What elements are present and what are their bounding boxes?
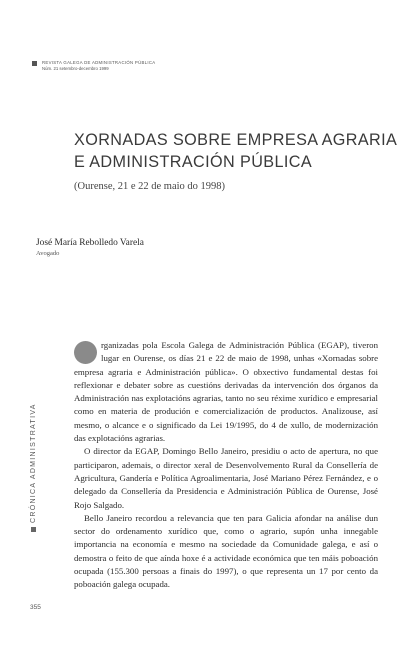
journal-square-icon <box>32 61 37 66</box>
journal-info <box>42 60 155 72</box>
author-role: Avogado <box>36 250 60 257</box>
section-label-text: CRÓNICA ADMINISTRATIVA <box>30 403 37 523</box>
section-label <box>30 403 37 532</box>
author-block <box>36 238 144 257</box>
article-body <box>74 339 378 592</box>
paragraph-3: Bello Janeiro recordou a relevancia que ten para Galicia afondar na análise dun sector do ordenamento xurídico que, como o agrario, supón unha innegable importancia na economía e mesmo na sociedade da Comunidade galega, e así o demostra o feito de que aínda hoxe é a actividade económica que ten máis poboación ocupada (155.300 persoas a finais do 1997), o que representa un 17 por cento da poboación galega ocupada. <box>74 512 378 590</box>
section-square-icon <box>31 527 36 532</box>
paragraph-1 <box>74 339 378 445</box>
page-number: 355 <box>30 604 41 611</box>
journal-header <box>32 60 155 72</box>
author-name: José María Rebolledo Varela <box>36 238 144 248</box>
paragraph-2: O director da EGAP, Domingo Bello Janeiro, presidiu o acto de apertura, no que participaron, ademais, o director xeral de Desenvolvemento Rural da Consellería de Agricultura, Gandería e Política Agroalimentaria, José Mariano Pérez Fernández, e o delegado da Consellería da Presidencia e Administración Pública de Ourense, José Rojo Salgado. <box>74 446 378 510</box>
journal-name: REVISTA GALEGA DE ADMINISTRACIÓN PÚBLICA <box>42 60 156 65</box>
paragraph-1-text: rganizadas pola Escola Galega de Administración Pública (EGAP), tiveron lugar en Ourense, os días 21 e 22 de maio de 1998, unhas «Xornadas sobre empresa agraria e Administración pública». O obxectivo fundamental destas foi reflexionar e debater sobre as cuestións derivadas da intervención dos órganos da Administración nas explotacións agrarias, tanto no seu réxime xurídico e empresarial como en materia de produción e comercialización de productos. Analizouse, así mesmo, o alcance e o significado da Lei 19/1995, do 4 de xullo, de modernización das explotacións agrarias. <box>74 340 378 444</box>
article-title <box>74 129 397 173</box>
article-subtitle: (Ourense, 21 e 22 de maio do 1998) <box>74 181 226 192</box>
journal-issue: Núm. 21 setembro-decembro 1999 <box>42 66 109 71</box>
article-title-line-1: XORNADAS SOBRE EMPRESA AGRARIA <box>74 131 398 149</box>
article-title-line-2: E ADMINISTRACIÓN PÚBLICA <box>74 153 313 171</box>
dropcap-circle-icon <box>74 341 97 364</box>
